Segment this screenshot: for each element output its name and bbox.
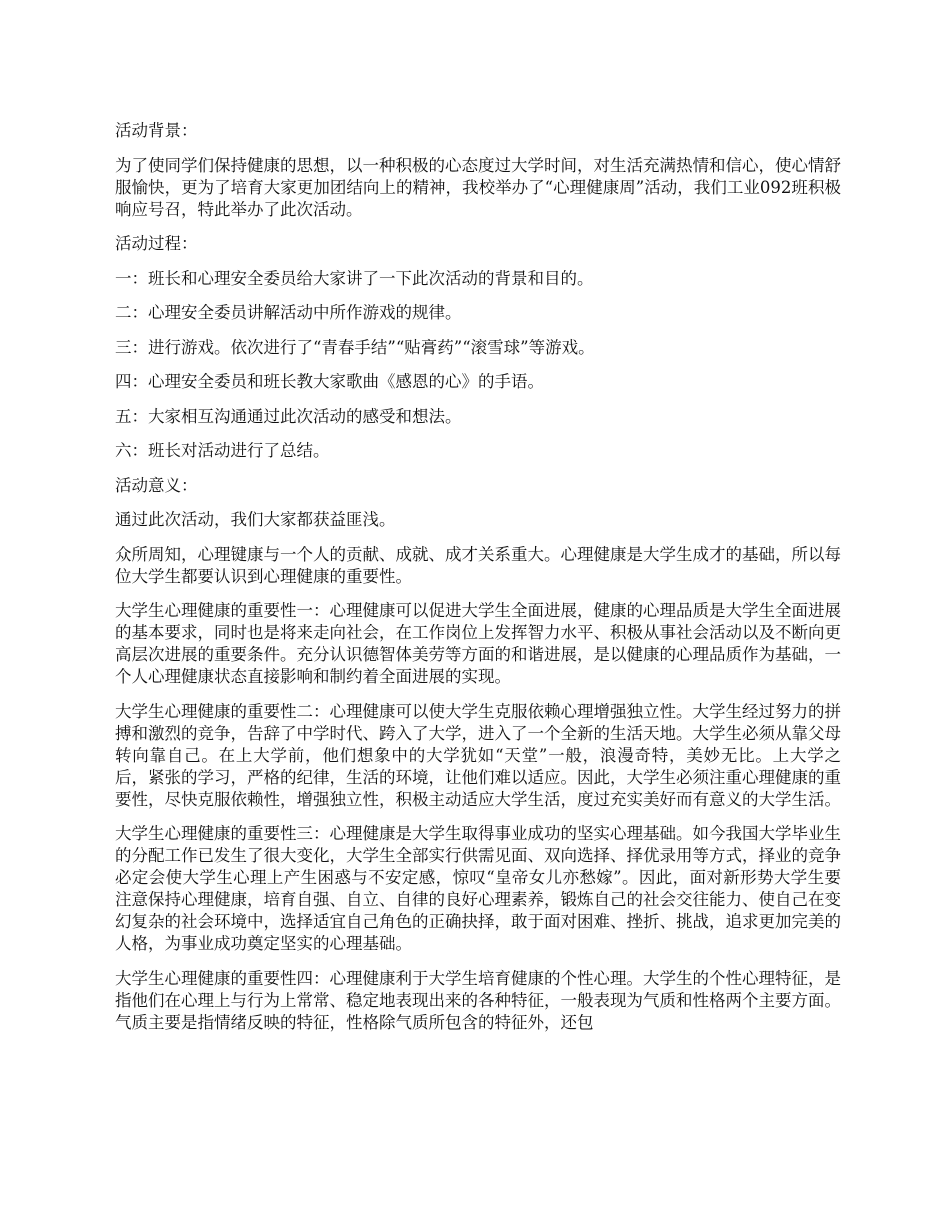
- process-step-2: 二：心理安全委员讲解活动中所作游戏的规律。: [115, 303, 462, 322]
- paragraph-importance-1: 大学生心理健康的重要性一：心理健康可以促进大学生全面进展，健康的心理品质是大学生全面进展的基本要求，同时也是将来走向社会，在工作岗位上发挥智力水平、积极从事社会活动以及不断向更高层次进展的重要条件。充分认识德智体美劳等方面的和谐进展，是以健康的心理品质作为基础，一个人心理健康状态直接影响和制约着全面进展的实现。: [115, 601, 841, 686]
- process-step-3: 三：进行游戏。依次进行了“青春手结”“贴膏药”“滚雪球”等游戏。: [115, 337, 595, 357]
- section-heading-significance: 活动意义：: [115, 475, 198, 495]
- document-page: [115, 120, 841, 1046]
- process-step-1: 一：班长和心理安全委员给大家讲了一下此次活动的背景和目的。: [115, 268, 594, 288]
- section-heading-process: 活动过程：: [115, 234, 198, 253]
- paragraph-benefit: 通过此次活动，我们大家都获益匪浅。: [115, 510, 396, 529]
- paragraph-intro: 众所周知，心理键康与一个人的贡献、成就、成才关系重大。心理健康是大学生成才的基础，所以每位大学生都要认识到心理健康的重要性。: [115, 544, 841, 586]
- paragraph-background: 为了使同学们保持健康的思想，以一种积极的心态度过大学时间，对生活充满热情和信心，使心情舒服愉快，更为了培育大家更加团结向上的精神，我校举办了“心理健康周”活动，我们工业092班积极响应号召，特此举办了此次活动。: [115, 155, 841, 219]
- process-step-4: 四：心理安全委员和班长教大家歌曲《感恩的心》的手语。: [115, 372, 544, 391]
- process-step-6: 六：班长对活动进行了总结。: [115, 441, 330, 460]
- process-step-5: 五：大家相互沟通通过此次活动的感受和想法。: [115, 406, 462, 426]
- section-heading-background: 活动背景：: [115, 121, 198, 140]
- paragraph-importance-2: 大学生心理健康的重要性二：心理健康可以使大学生克服依赖心理增强独立性。大学生经过努力的拼搏和激烈的竞争，告辞了中学时代、跨入了大学，进入了一个全新的生活天地。大学生必须从靠父母转向靠自己。在上大学前，他们想象中的大学犹如“天堂”一般，浪漫奇特，美妙无比。上大学之后，紧张的学习，严格的纪律，生活的环境，让他们难以适应。因此，大学生必须注重心理健康的重要性，尽快克服依赖性，增强独立性，积极主动适应大学生活，度过充实美好而有意义的大学生活。: [115, 701, 841, 809]
- paragraph-importance-4: 大学生心理健康的重要性四：心理健康利于大学生培育健康的个性心理。大学生的个性心理特征，是指他们在心理上与行为上常常、稳定地表现出来的各种特征，一般表现为气质和性格两个主要方面。气质主要是指情绪反映的特征，性格除气质所包含的特征外，还包: [115, 968, 841, 1032]
- paragraph-importance-3: 大学生心理健康的重要性三：心理健康是大学生取得事业成功的坚实心理基础。如今我国大学毕业生的分配工作已发生了很大变化，大学生全部实行供需见面、双向选择、择优录用等方式，择业的竞争必定会使大学生心理上产生困惑与不安定感，惊叹“皇帝女儿亦愁嫁”。因此，面对新形势大学生要注意保持心理健康，培育自强、自立、自律的良好心理素养，锻炼自己的社会交往能力、使自己在变幻复杂的社会环境中，选择适宜自己角色的正确抉择，敢于面对困难、挫折、挑战，追求更加完美的人格，为事业成功奠定坚实的心理基础。: [115, 824, 841, 953]
